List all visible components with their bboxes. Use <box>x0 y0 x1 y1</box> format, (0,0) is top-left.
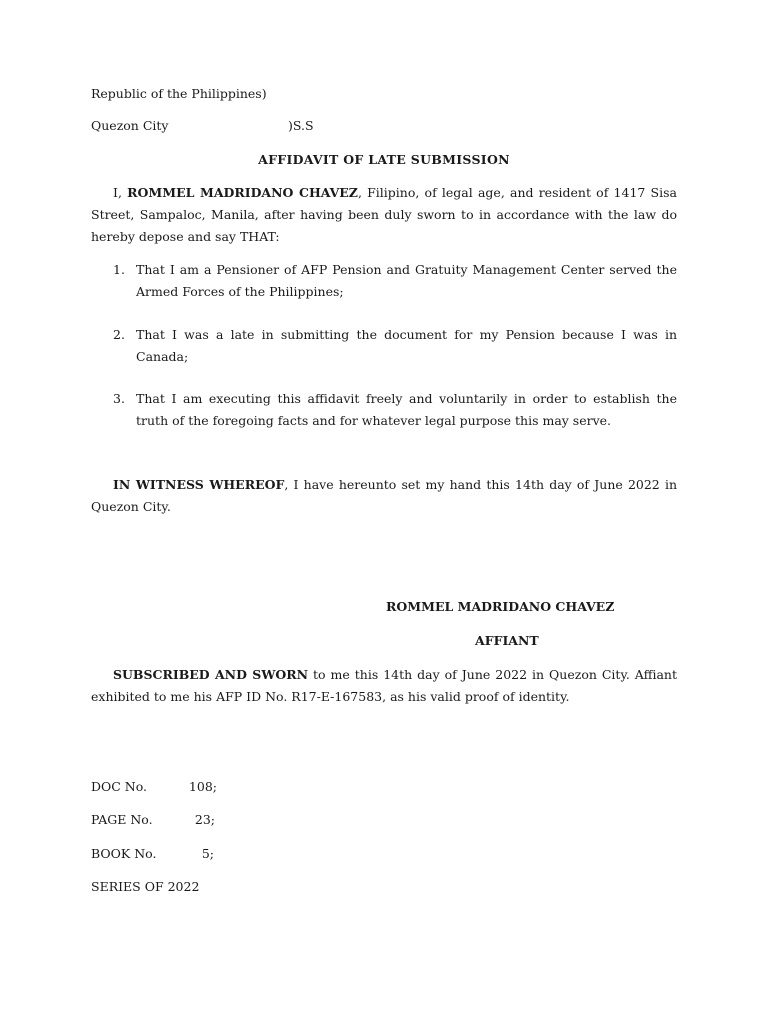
witness-paragraph <box>91 474 677 518</box>
book-value: 5; <box>201 846 214 861</box>
doc-label: DOC No. <box>91 779 148 794</box>
witness-heading: IN WITNESS WHEREOF <box>113 477 285 492</box>
intro-prefix: I, <box>113 185 128 200</box>
item-text: That I was a late in submitting the document for my Pension because I was in Canada; <box>136 327 677 364</box>
signature-name: ROMMEL MADRIDANO CHAVEZ <box>386 599 615 614</box>
item-number: 1. <box>113 262 125 277</box>
item-text: That I am executing this affidavit freely and voluntarily in order to establish the truth of the foregoing facts and for whatever legal purpose this may serve. <box>136 391 677 428</box>
registry-series: SERIES OF 2022 <box>91 879 200 894</box>
witness-text: , I have hereunto set my hand this 14th day of June 2022 in Quezon City. <box>91 477 678 514</box>
book-label: BOOK No. <box>91 846 157 861</box>
venue-city: Quezon City <box>91 118 169 133</box>
venue-republic: Republic of the Philippines) <box>91 86 267 101</box>
jurat-paragraph <box>91 664 677 708</box>
list-item <box>113 388 677 432</box>
document-title: AFFIDAVIT OF LATE SUBMISSION <box>258 152 510 167</box>
jurat-text: to me this 14th day of June 2022 in Quezon City. Affiant exhibited to me his AFP ID No. R17-E-167583, as his valid proof of identity. <box>91 667 677 704</box>
venue-city-line <box>91 115 168 137</box>
registry-page <box>91 809 215 831</box>
registry-book <box>91 843 214 865</box>
item-text: That I am a Pensioner of AFP Pension and Gratuity Management Center served the Armed Forces of the Philippines; <box>136 262 677 299</box>
registry-doc <box>91 776 217 798</box>
item-number: 2. <box>113 327 125 342</box>
list-item <box>113 259 677 303</box>
doc-value: 108; <box>188 779 217 794</box>
page-value: 23; <box>194 812 215 827</box>
signature-role: AFFIANT <box>475 633 539 648</box>
list-item <box>113 324 677 368</box>
jurat-heading: SUBSCRIBED AND SWORN <box>113 667 309 682</box>
intro-text: , Filipino, of legal age, and resident of 1417 Sisa Street, Sampaloc, Manila, after having been duly sworn to in accordance with the law do hereby depose and say THAT: <box>91 185 677 244</box>
affiant-name: ROMMEL MADRIDANO CHAVEZ <box>127 185 358 200</box>
venue-ss: )S.S <box>288 118 314 133</box>
item-number: 3. <box>113 391 125 406</box>
page-label: PAGE No. <box>91 812 153 827</box>
intro-paragraph <box>91 182 677 248</box>
